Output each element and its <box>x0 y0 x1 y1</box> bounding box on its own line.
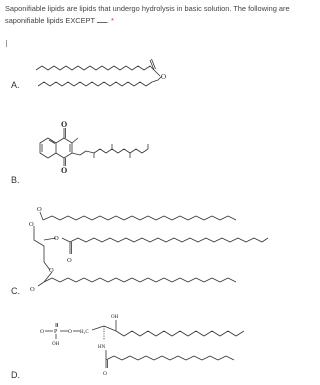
structure-b-benzene-ring <box>40 138 56 158</box>
structure-d-h2c-label: H₂C <box>80 330 89 335</box>
structure-c-o4-label: O <box>67 257 72 264</box>
structure-c-chain-2 <box>62 238 268 242</box>
structure-d-hn-label: HN <box>98 345 106 350</box>
structure-c-carbonyl-1 <box>40 212 43 220</box>
structure-c-carbonyl-3-o: O <box>30 286 35 293</box>
required-mark: * <box>111 16 114 25</box>
structure-c-glycerol <box>34 226 50 270</box>
structure-c-o3-label: O <box>54 235 59 242</box>
structure-a-link <box>154 70 160 76</box>
option-a-label[interactable]: A. <box>11 80 20 90</box>
structure-c-carbonyl-3 <box>38 282 44 286</box>
structure-a-chain-upper <box>36 66 154 70</box>
option-c-label[interactable]: C. <box>11 286 20 296</box>
structure-d-o-minus-label: O <box>40 329 44 335</box>
structure-d-sphingosine-chain <box>116 331 244 336</box>
structure-d[interactable] <box>40 315 244 377</box>
structure-c-o1-label: O <box>37 206 42 213</box>
structure-c-o5-label: O <box>49 267 54 274</box>
structure-b[interactable] <box>40 120 148 175</box>
structure-a[interactable] <box>36 59 166 86</box>
structure-d-oh-top-label: OH <box>111 315 119 320</box>
structure-b-o-bottom-label: O <box>61 166 68 175</box>
structure-a-carbonyl-double <box>152 59 156 69</box>
structure-d-fatty-acid-chain <box>106 356 234 360</box>
option-d-label[interactable]: D. <box>11 370 20 380</box>
structure-b-o-top-label: O <box>61 120 68 129</box>
option-b-label[interactable]: B. <box>11 175 20 185</box>
structure-c-o-link-3 <box>44 272 52 282</box>
question-body: Saponifiable lipids are lipids that undergo hydrolysis in basic solution. The following are saponifiable lipids EXCEPT <box>5 4 290 25</box>
structure-c[interactable] <box>29 206 268 293</box>
structure-c-chain-1 <box>43 216 236 220</box>
structure-b-methyl <box>72 138 78 143</box>
structure-d-o-link-label: O <box>68 329 72 335</box>
structure-d-p-label: P <box>54 329 58 335</box>
structure-a-o-label: O <box>161 73 167 81</box>
question-suffix: . <box>106 16 109 25</box>
structure-a-chain-lower <box>38 76 162 86</box>
structure-c-o2-label: O <box>29 221 34 228</box>
structure-b-side-chain <box>72 149 148 155</box>
structure-d-bond-4 <box>92 326 104 330</box>
structure-c-chain-3 <box>44 278 236 282</box>
structure-d-oh-bottom-label: OH <box>52 342 60 347</box>
structure-d-o-amide-label: O <box>103 371 107 377</box>
structure-d-bond-5 <box>104 326 116 331</box>
